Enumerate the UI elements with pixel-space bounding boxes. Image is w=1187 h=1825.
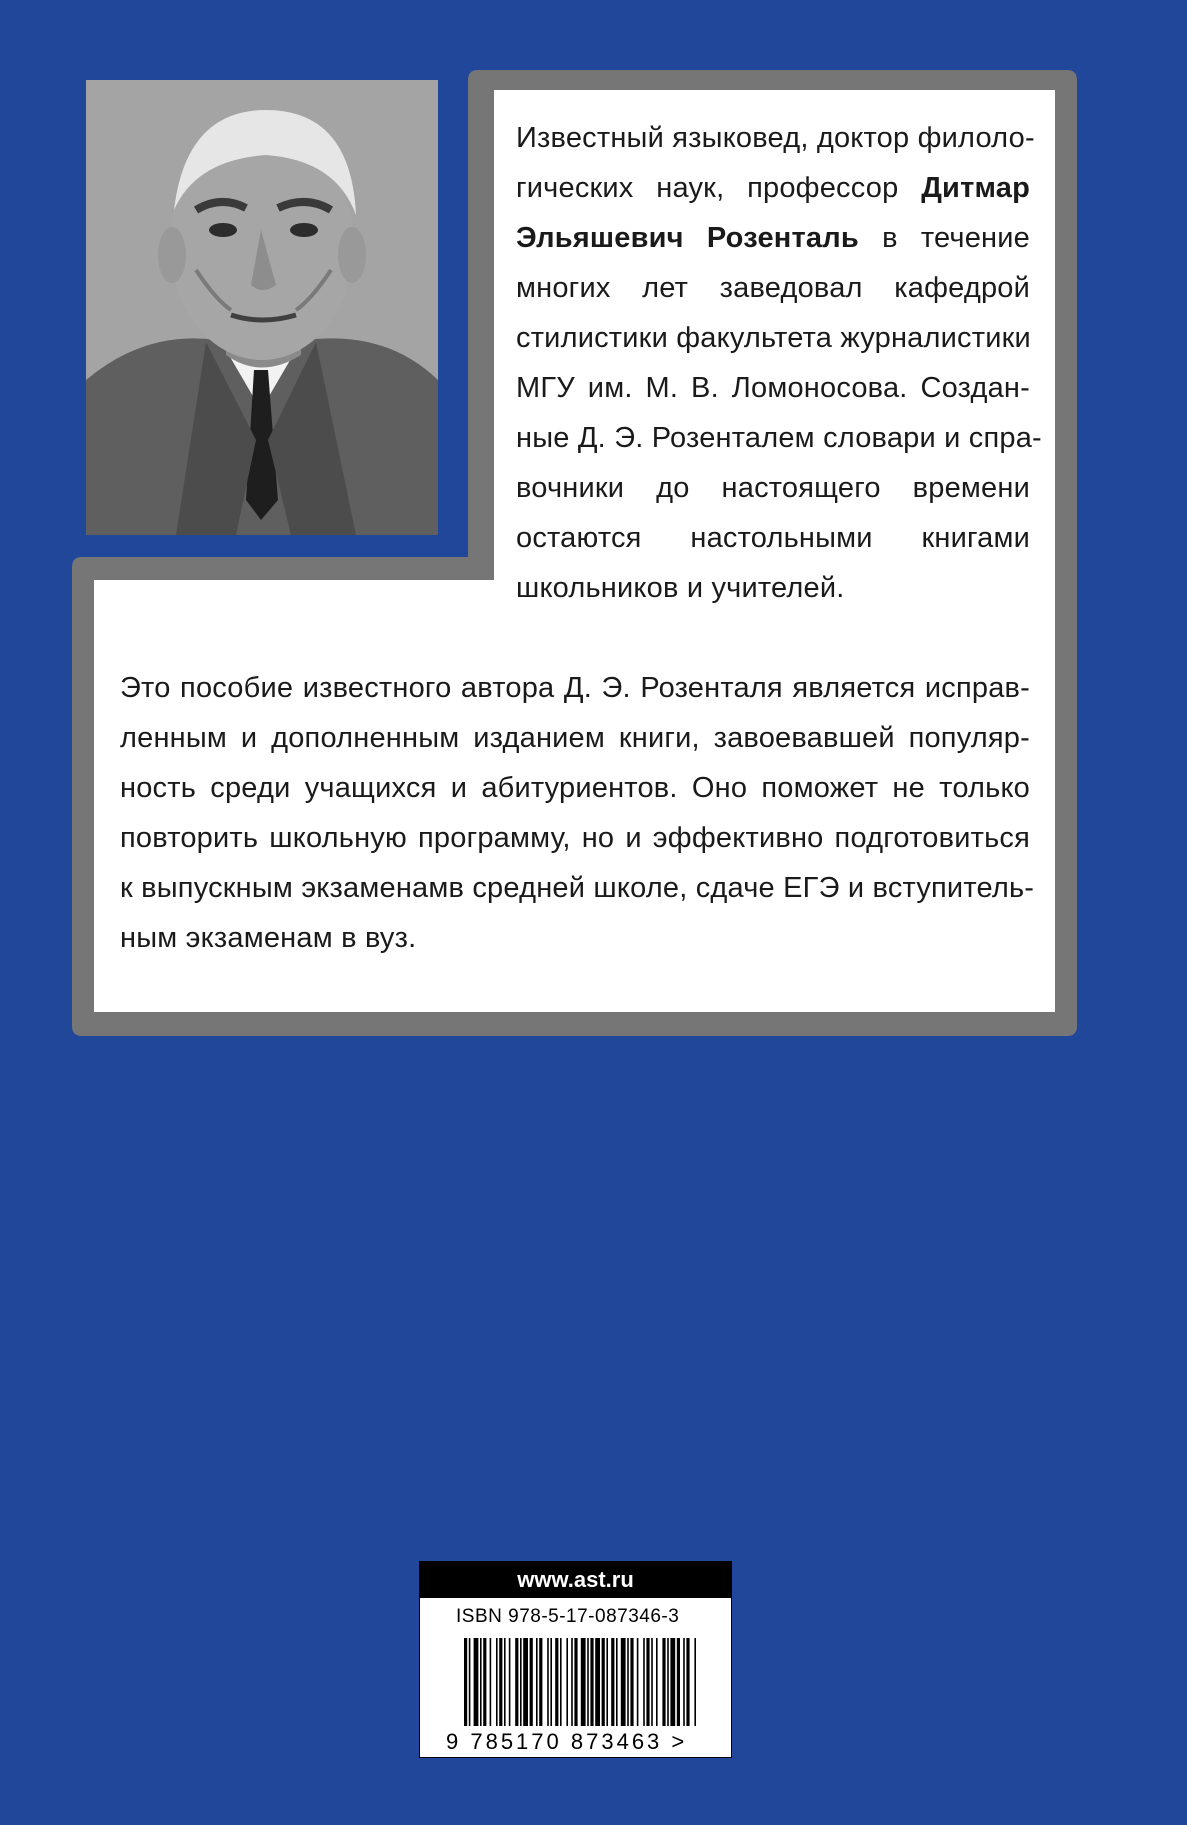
bio-line [516,163,1030,213]
author-bio [516,113,1042,613]
description-line: ленным и дополненным изданием книги, завоевавшей популяр- [120,722,1030,754]
barcode-bar [555,1638,558,1726]
barcode-bar [515,1638,518,1726]
description-line: Это пособие известного автора Д. Э. Розенталя является исправ- [120,672,1030,704]
barcode-bar [677,1638,680,1726]
bio-line: школьников и учителей. [516,572,845,604]
bio-line-text: в течение [882,222,1030,254]
barcode-digits: 9 785170 873463 > [446,1729,688,1754]
barcode-bar [499,1638,502,1726]
barcode-bar [536,1638,538,1726]
barcode-bar [595,1638,600,1726]
barcode-bar [469,1638,471,1726]
barcode-bar [464,1638,467,1726]
barcode-bar [520,1638,522,1726]
bio-line-text: гических наук, профессор [516,172,922,204]
author-name-rest: Эльяшевич Розенталь [516,222,859,254]
bio-line: ные Д. Э. Розенталем словари и спра- [516,422,1042,454]
barcode-bar [694,1638,696,1726]
barcode-bar [643,1638,645,1726]
barcode-bar [504,1638,506,1726]
author-photo [86,80,438,535]
barcode-bar [630,1638,633,1726]
barcode-bar [566,1638,568,1726]
description-line: ным экзаменам в вуз. [120,922,417,954]
barcode-bar [637,1638,639,1726]
barcode-bar [651,1638,653,1726]
bio-line: многих лет заведовал кафедрой [516,272,1030,304]
bio-line: остаются настольными книгами [516,522,1030,554]
barcode-bar [646,1638,649,1726]
barcode-bar [686,1638,689,1726]
barcode-bar [560,1638,562,1726]
barcode-bar [683,1638,685,1726]
bio-line: стилистики факультета журналистики [516,322,1031,354]
barcode-bar [574,1638,577,1726]
barcode-bar [581,1638,586,1726]
description-line: повторить школьную программу, но и эффективно подготовиться [120,822,1030,854]
isbn-number: ISBN 978-5-17-087346-3 [456,1606,680,1627]
bio-line: МГУ им. М. В. Ломоносова. Создан- [516,372,1030,404]
barcode-bar [606,1638,608,1726]
barcode-bar [621,1638,626,1726]
description-line: ность среди учащихся и абитуриентов. Оно поможет не только [120,772,1030,804]
barcode-bar [539,1638,542,1726]
publisher-website: www.ast.ru [420,1562,731,1598]
barcode-bar [627,1638,629,1726]
barcode-bar [571,1638,573,1726]
barcode-bar [602,1638,605,1726]
barcode-bar [547,1638,549,1726]
book-description [120,663,1035,963]
barcode-bar [490,1638,492,1726]
barcode-bar [667,1638,669,1726]
barcode-bar [670,1638,675,1726]
barcode-bar [662,1638,665,1726]
author-name-first: Дитмар [921,172,1030,204]
barcode-graphic [420,1562,731,1757]
description-line: к выпускным экзаменамв средней школе, сдаче ЕГЭ и вступитель- [120,872,1035,904]
barcode-bar [656,1638,658,1726]
barcode-bar [509,1638,511,1726]
isbn-barcode-block [419,1561,732,1758]
barcode-bar [483,1638,486,1726]
barcode-bar [474,1638,479,1726]
bio-line: Известный языковед, доктор филоло- [516,122,1035,154]
bio-line: вочники до настоящего времени [516,472,1030,504]
barcode-bar [496,1638,498,1726]
barcode-bar [480,1638,482,1726]
barcode-bar [530,1638,533,1726]
barcode-bar [590,1638,593,1726]
barcode-bar [523,1638,528,1726]
barcode-bar [616,1638,618,1726]
barcode-bar [550,1638,552,1726]
barcode-bar [611,1638,614,1726]
bio-line [516,213,1030,263]
barcode-bar [587,1638,589,1726]
